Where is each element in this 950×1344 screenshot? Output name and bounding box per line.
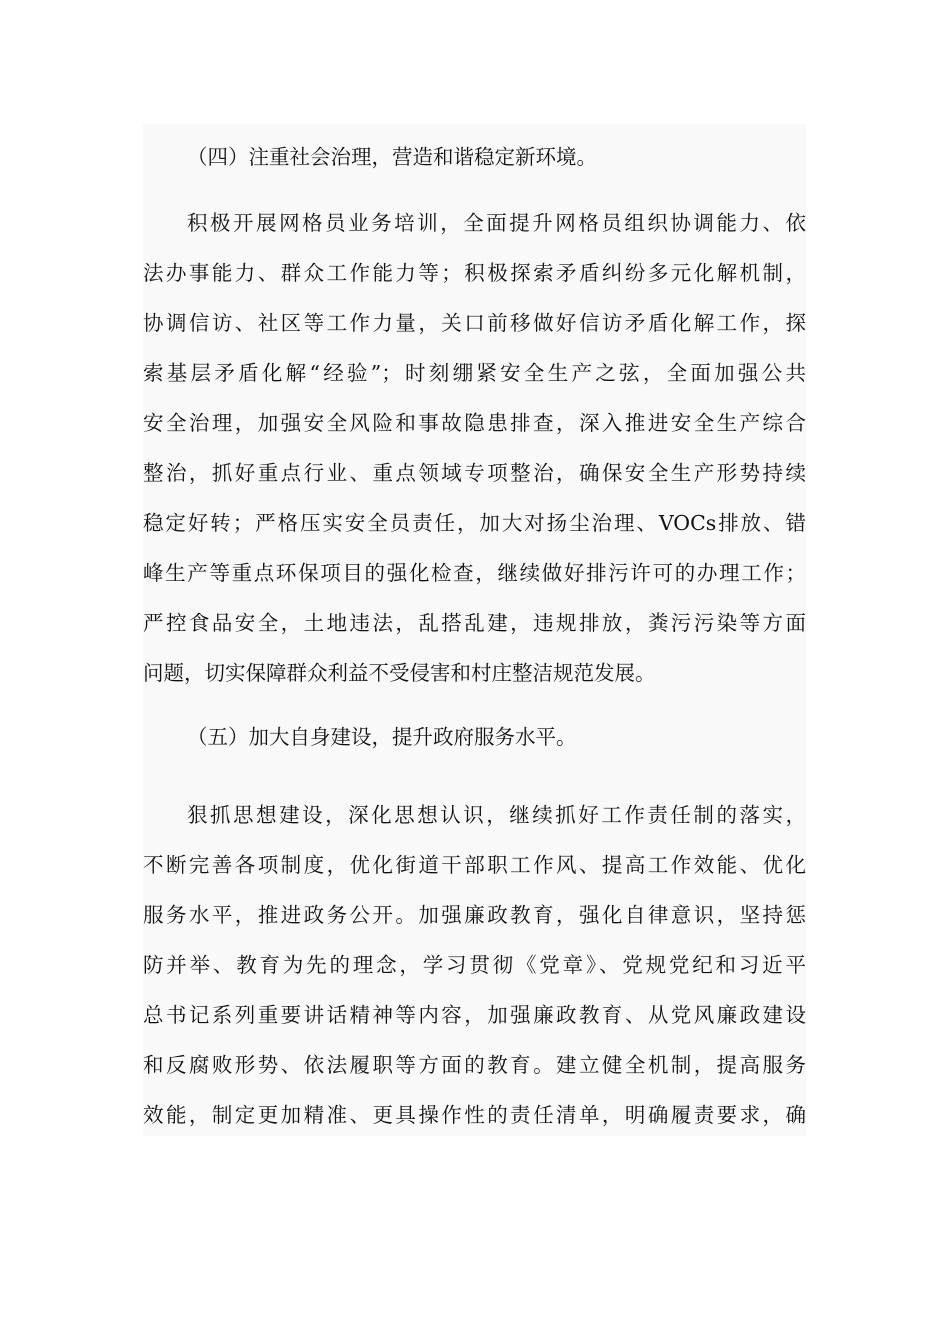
- paragraph-line: 峰生产等重点环保项目的强化检查，继续做好排污许可的办理工作；: [143, 561, 806, 585]
- paragraph-line: 服务水平，推进政务公开。加强廉政教育，强化自律意识，坚持惩: [143, 903, 806, 927]
- paragraph-line: 索基层矛盾化解“经验”；时刻绷紧安全生产之弦，全面加强公共: [143, 361, 806, 385]
- paragraph-line: 总书记系列重要讲话精神等内容，加强廉政教育、从党风廉政建设: [143, 1003, 806, 1027]
- paragraph-line: 不断完善各项制度，优化街道干部职工作风、提高工作效能、优化: [143, 853, 806, 877]
- section-5-heading: （五）加大自身建设，提升政府服务水平。: [187, 725, 577, 749]
- paragraph-line: 问题，切实保障群众利益不受侵害和村庄整洁规范发展。: [143, 661, 656, 685]
- paragraph-line: 稳定好转；严格压实安全员责任，加大对扬尘治理、VOCs排放、错: [143, 511, 806, 535]
- section-4-heading: （四）注重社会治理，营造和谐稳定新环境。: [187, 145, 597, 169]
- paragraph-line: 狠抓思想建设，深化思想认识，继续抓好工作责任制的落实，: [187, 803, 806, 827]
- paragraph-line: 协调信访、社区等工作力量，关口前移做好信访矛盾化解工作，探: [143, 311, 806, 335]
- paragraph-line: 严控食品安全，土地违法，乱搭乱建，违规排放，粪污污染等方面: [143, 611, 806, 635]
- paragraph-line: 法办事能力、群众工作能力等；积极探索矛盾纠纷多元化解机制，: [143, 261, 806, 285]
- paragraph-line: 效能，制定更加精准、更具操作性的责任清单，明确履责要求，确: [143, 1103, 806, 1127]
- paragraph-line: 安全治理，加强安全风险和事故隐患排查，深入推进安全生产综合: [143, 411, 806, 435]
- document-text-block: [143, 124, 806, 1136]
- paragraph-line: 防并举、教育为先的理念，学习贯彻《党章》、党规党纪和习近平: [143, 953, 806, 977]
- paragraph-line: 积极开展网格员业务培训，全面提升网格员组织协调能力、依: [187, 211, 806, 235]
- paragraph-line: 和反腐败形势、依法履职等方面的教育。建立健全机制，提高服务: [143, 1053, 806, 1077]
- paragraph-line: 整治，抓好重点行业、重点领域专项整治，确保安全生产形势持续: [143, 461, 806, 485]
